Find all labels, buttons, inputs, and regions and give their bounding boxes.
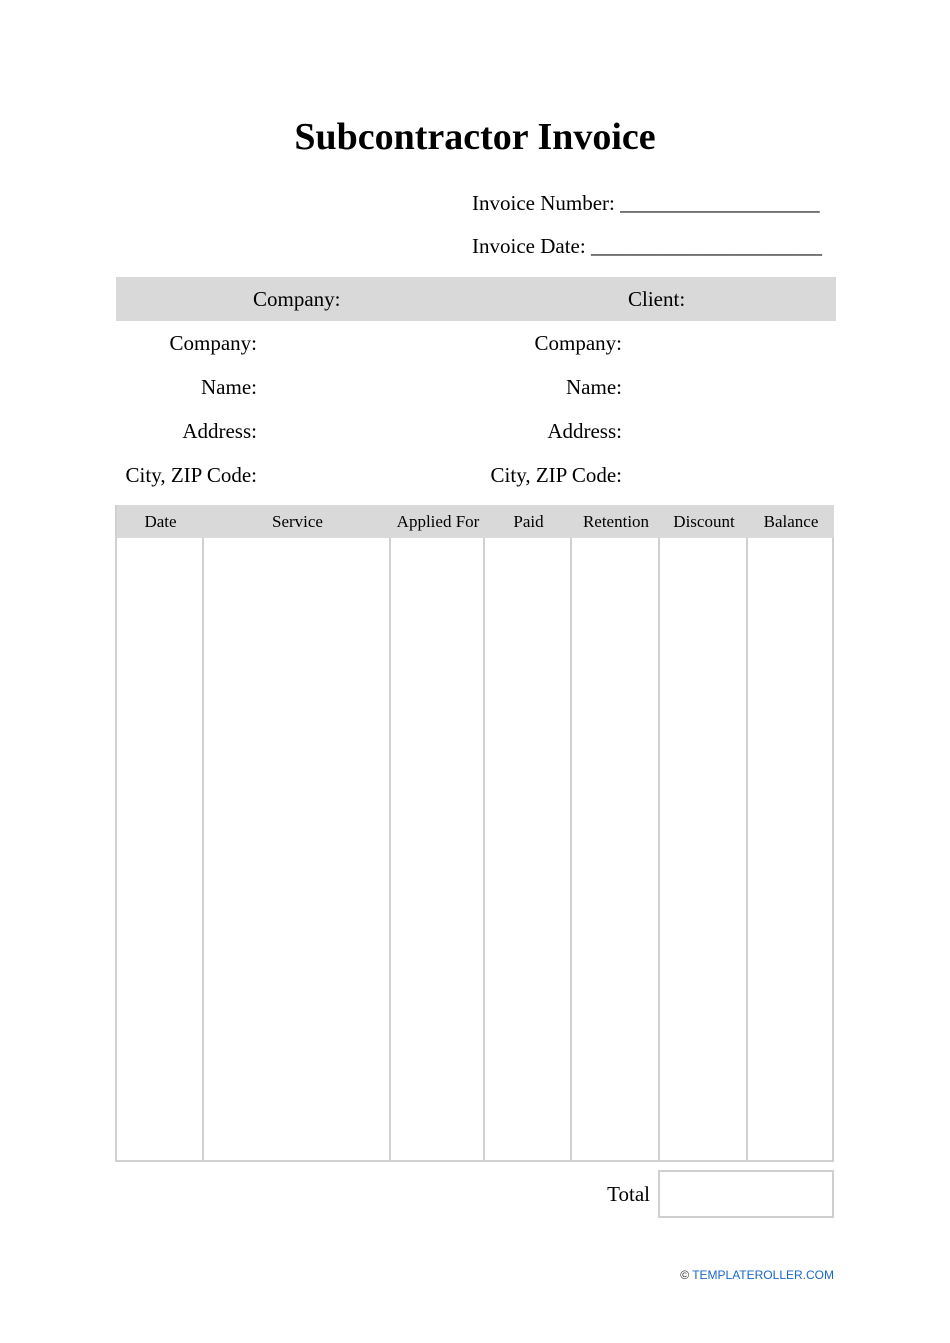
company-company-label: Company:	[169, 331, 257, 355]
items-table-header	[117, 505, 834, 538]
footer-credit	[600, 1268, 834, 1282]
column-divider	[389, 538, 391, 1160]
column-divider	[202, 538, 204, 1160]
column-divider	[483, 538, 485, 1160]
page-title: Subcontractor Invoice	[294, 116, 656, 158]
total-amount-field[interactable]	[658, 1170, 834, 1218]
client-city-zip-label: City, ZIP Code:	[490, 463, 622, 487]
total-label: Total	[607, 1182, 650, 1206]
column-divider	[746, 538, 748, 1160]
column-header-balance: Balance	[763, 512, 819, 531]
client-address-label: Address:	[547, 419, 622, 443]
column-header-service: Service	[272, 512, 323, 531]
company-address-label: Address:	[182, 419, 257, 443]
column-header-applied-for: Applied For	[396, 512, 480, 531]
invoice-number-field[interactable]: Invoice Number: ___________________	[472, 191, 820, 215]
client-name-label: Name:	[566, 375, 622, 399]
client-header: Client:	[628, 287, 686, 311]
invoice-date-field[interactable]: Invoice Date: ______________________	[472, 234, 822, 258]
column-divider	[658, 538, 660, 1160]
company-name-label: Name:	[201, 375, 257, 399]
party-header-bar	[116, 277, 836, 321]
client-company-label: Company:	[534, 331, 622, 355]
company-header: Company:	[253, 287, 341, 311]
templateroller-link[interactable]: TEMPLATEROLLER.COM	[692, 1268, 834, 1282]
items-table	[115, 505, 834, 1162]
company-city-zip-label: City, ZIP Code:	[125, 463, 257, 487]
column-header-paid: Paid	[513, 512, 544, 531]
column-header-discount: Discount	[673, 512, 735, 531]
column-header-retention: Retention	[582, 512, 650, 531]
column-header-date: Date	[144, 512, 177, 531]
copyright-symbol: ©	[680, 1268, 690, 1282]
column-divider	[570, 538, 572, 1160]
